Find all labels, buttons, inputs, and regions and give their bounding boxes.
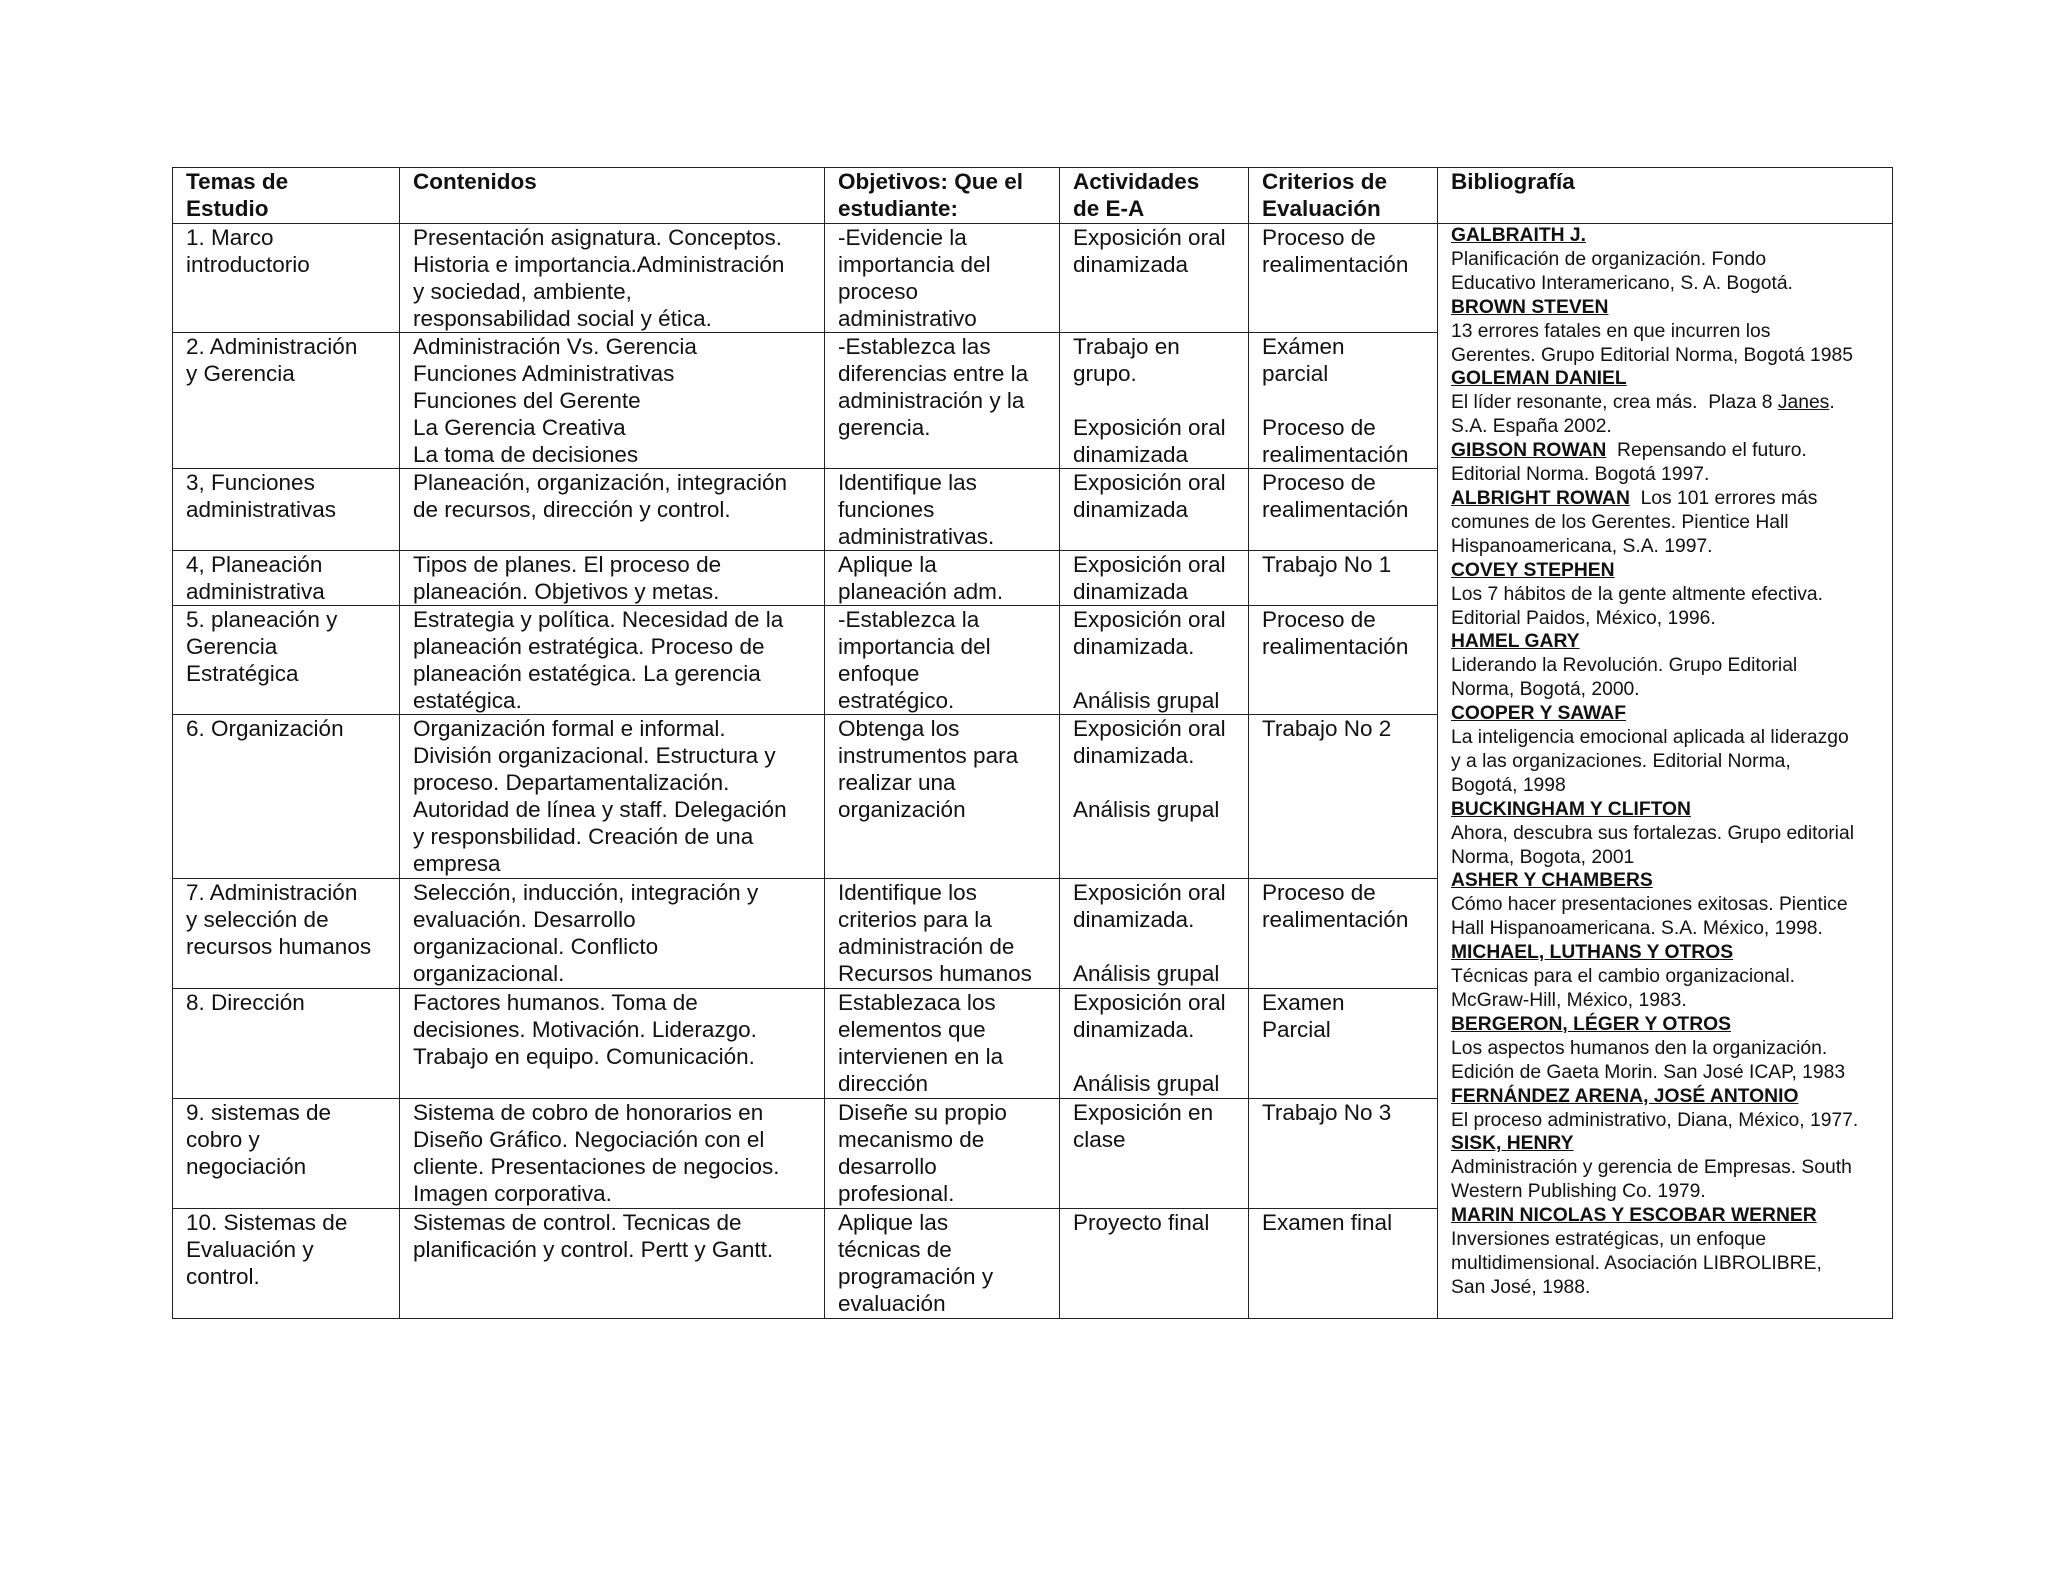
cell-line: dinamizada. [1073,1017,1195,1042]
cell-actividades [1060,879,1249,989]
cell-line: dinamizada [1073,497,1189,522]
bib-text: Norma, Bogota, 2001 [1451,846,1635,868]
bib-text: Hispanoamericana, S.A. 1997. [1451,535,1713,557]
cell-line: Examen final [1262,1210,1393,1235]
cell-line: y Gerencia [186,361,295,386]
cell-criterios [1249,333,1438,469]
cell-line: grupo. [1073,361,1137,386]
cell-line: elementos que [838,1017,986,1042]
cell-objetivos [825,224,1060,333]
cell-line: 9. sistemas de [186,1100,332,1125]
bib-text: Bogotá, 1998 [1451,774,1566,796]
cell-line: Exposición oral [1073,607,1226,632]
cell-objetivos [825,606,1060,715]
cell-line: proceso. Departamentalización. [413,770,730,795]
cell-tema [173,224,400,333]
bib-text: multidimensional. Asociación LIBROLIBRE, [1451,1252,1822,1274]
cell-criterios [1249,989,1438,1099]
cell-line: enfoque [838,661,920,686]
cell-line: Exposición oral [1073,552,1226,577]
cell-line: Trabajo No 1 [1262,552,1392,577]
cell-line [1073,933,1234,960]
cell-line: gerencia. [838,415,931,440]
cell-line: administrativa [186,579,325,604]
cell-line: Aplique la [838,552,937,577]
bib-text: Cómo hacer presentaciones exitosas. Pientice [1451,894,1848,916]
cell-line: mecanismo de [838,1127,985,1152]
bib-text: Inversiones estratégicas, un enfoque [1451,1229,1767,1251]
bib-entry-heading [1451,439,1878,463]
cell-line: planeación. Objetivos y metas. [413,579,720,604]
cell-line: Sistema de cobro de honorarios en [413,1100,764,1125]
cell-line: administración y la [838,388,1025,413]
cell-tema [173,333,400,469]
cell-line: Examen [1262,990,1345,1015]
cell-line: planificación y control. Pertt y Gantt. [413,1237,774,1262]
cell-line: Evaluación [1262,196,1381,221]
cell-line: decisiones. Motivación. Liderazgo. [413,1017,757,1042]
cell-line: Análisis grupal [1073,961,1220,986]
cell-line: realimentación [1262,442,1409,467]
cell-actividades [1060,989,1249,1099]
cell-line: Proyecto final [1073,1210,1210,1235]
bib-text: 13 errores fatales en que incurren los [1451,320,1771,342]
bib-author: BROWN STEVEN [1451,296,1609,318]
cell-line: -Evidencie la [838,225,967,250]
cell-line: Imagen corporativa. [413,1181,612,1206]
cell-line: Recursos humanos [838,961,1032,986]
cell-line: planeación estratégica. Proceso de [413,634,765,659]
cell-contenidos [400,989,825,1099]
cell-line: Parcial [1262,1017,1331,1042]
cell-line: Proceso de [1262,225,1376,250]
cell-line: estudiante: [838,196,959,221]
bib-text: Repensando el futuro. [1606,440,1807,462]
cell-contenidos [400,1209,825,1319]
cell-actividades [1060,715,1249,879]
cell-line: responsabilidad social y ética. [413,306,712,331]
cell-line: profesional. [838,1181,955,1206]
cell-actividades [1060,606,1249,715]
cell-line: Trabajo No 2 [1262,716,1392,741]
cell-line [1262,387,1423,414]
cell-line: Identifique las [838,470,977,495]
cell-line: -Establezca las [838,334,991,359]
cell-line: 2. Administración [186,334,358,359]
cell-line: realimentación [1262,907,1409,932]
cell-line: criterios para la [838,907,992,932]
cell-line: Evaluación y [186,1237,314,1262]
cell-line: programación y [838,1264,994,1289]
cell-criterios [1249,715,1438,879]
cell-tema [173,1209,400,1319]
cell-actividades [1060,1209,1249,1319]
cell-criterios [1249,1209,1438,1319]
cell-criterios [1249,879,1438,989]
cell-line: Diseñe su propio [838,1100,1007,1125]
cell-line: de recursos, dirección y control. [413,497,731,522]
cell-contenidos [400,224,825,333]
cell-line: cobro y [186,1127,260,1152]
bib-text: Editorial Norma. Bogotá 1997. [1451,464,1710,486]
cell-line: Establezaca los [838,990,996,1015]
cell-line: evaluación. Desarrollo [413,907,636,932]
cell-line: 3, Funciones [186,470,315,495]
cell-line: Estudio [186,196,269,221]
bib-author: FERNÁNDEZ ARENA, JOSÉ ANTONIO [1451,1085,1799,1107]
cell-line: diferencias entre la [838,361,1029,386]
cell-line: Diseño Gráfico. Negociación con el [413,1127,765,1152]
cell-contenidos [400,333,825,469]
cell-line: planeación adm. [838,579,1004,604]
header-criterios [1249,168,1438,224]
bib-text: y a las organizaciones. Editorial Norma, [1451,750,1791,772]
cell-criterios [1249,551,1438,606]
cell-criterios [1249,1099,1438,1209]
cell-line: División organizacional. Estructura y [413,743,776,768]
cell-contenidos [400,469,825,551]
cell-line: 7. Administración [186,880,358,905]
cell-line: Funciones del Gerente [413,388,641,413]
cell-line: Proceso de [1262,607,1376,632]
cell-line: Historia e importancia.Administración [413,252,785,277]
cell-line: Estrategia y política. Necesidad de la [413,607,784,632]
cell-line: La Gerencia Creativa [413,415,626,440]
cell-criterios [1249,606,1438,715]
cell-line: empresa [413,851,501,876]
cell-line: clase [1073,1127,1126,1152]
bib-author: COOPER Y SAWAF [1451,703,1626,725]
cell-line [1073,1043,1234,1070]
bib-text: Hall Hispanoamericana. S.A. México, 1998. [1451,918,1823,940]
cell-line: realimentación [1262,634,1409,659]
bib-text: El proceso administrativo, Diana, México, 1977. [1451,1109,1859,1131]
bib-entry-heading [1451,487,1878,511]
bib-text: San José, 1988. [1451,1276,1591,1298]
cell-objetivos [825,551,1060,606]
cell-line: dinamizada. [1073,907,1195,932]
cell-objetivos [825,333,1060,469]
header-actividades [1060,168,1249,224]
bib-text: Los aspectos humanos den la organización. [1451,1037,1828,1059]
cell-line: organizacional. [413,961,565,986]
cell-line: 5. planeación y [186,607,338,632]
cell-line: y sociedad, ambiente, [413,279,632,304]
cell-line: importancia del [838,634,991,659]
cell-line: funciones [838,497,935,522]
cell-line: Criterios de [1262,169,1388,194]
cell-line: realimentación [1262,497,1409,522]
cell-line: Exposición oral [1073,470,1226,495]
cell-line: realizar una [838,770,956,795]
cell-line: recursos humanos [186,934,372,959]
header-row [173,168,1893,224]
bib-author: BERGERON, LÉGER Y OTROS [1451,1013,1731,1035]
bib-author: ALBRIGHT ROWAN [1451,487,1630,509]
cell-line: Temas de [186,169,289,194]
cell-line: Autoridad de línea y staff. Delegación [413,797,787,822]
table-row [173,224,1893,333]
cell-line: Funciones Administrativas [413,361,675,386]
bib-text: Administración y gerencia de Empresas. South [1451,1157,1852,1179]
bib-text: Los 101 errores más [1629,487,1818,509]
cell-contenidos [400,715,825,879]
cell-line: intervienen en la [838,1044,1004,1069]
cell-line: parcial [1262,361,1329,386]
bib-text-part: . [1829,392,1835,414]
bib-text: Editorial Paidos, México, 1996. [1451,607,1716,629]
cell-line [1073,769,1234,796]
bib-text: La inteligencia emocional aplicada al liderazgo [1451,727,1849,749]
cell-line: Objetivos: Que el [838,169,1024,194]
cell-contenidos [400,606,825,715]
cell-line: 8. Dirección [186,990,305,1015]
bib-text-part: El líder resonante, crea más. Plaza 8 [1451,392,1778,414]
cell-line: negociación [186,1154,307,1179]
cell-line: Presentación asignatura. Conceptos. [413,225,782,250]
cell-actividades [1060,333,1249,469]
bib-text: Gerentes. Grupo Editorial Norma, Bogotá 1985 [1451,344,1853,366]
cell-line: Planeación, organización, integración [413,470,787,495]
cell-line: Sistemas de control. Tecnicas de [413,1210,742,1235]
bib-author: COVEY STEPHEN [1451,559,1615,581]
bib-author: MICHAEL, LUTHANS Y OTROS [1451,942,1734,964]
bib-author: MARIN NICOLAS Y ESCOBAR WERNER [1451,1205,1817,1227]
cell-line: control. [186,1264,260,1289]
cell-criterios [1249,469,1438,551]
bib-author: HAMEL GARY [1451,631,1580,653]
cell-line: administrativas. [838,524,995,549]
cell-actividades [1060,1099,1249,1209]
bib-text: Técnicas para el cambio organizacional. [1451,966,1796,988]
cell-objetivos [825,879,1060,989]
bib-text: Edición de Gaeta Morin. San José ICAP, 1983 [1451,1061,1846,1083]
cell-line: 1. Marco [186,225,274,250]
cell-line: Proceso de [1262,880,1376,905]
cell-line: de E-A [1073,196,1145,221]
cell-line: estatégica. [413,688,522,713]
cell-objetivos [825,989,1060,1099]
cell-line: Análisis grupal [1073,688,1220,713]
bib-author: SISK, HENRY [1451,1133,1574,1155]
cell-objetivos [825,1099,1060,1209]
cell-line: dinamizada [1073,442,1189,467]
syllabus-table [172,167,1893,1319]
cell-line: Exposición oral [1073,415,1226,440]
cell-line: -Establezca la [838,607,980,632]
cell-line [1073,387,1234,414]
cell-line: Exámen [1262,334,1345,359]
cell-line: evaluación [838,1291,946,1316]
cell-line: Obtenga los [838,716,960,741]
cell-line: Identifique los [838,880,977,905]
cell-line: dirección [838,1071,929,1096]
cell-line: administrativo [838,306,977,331]
cell-line: 6. Organización [186,716,344,741]
cell-line: Exposición oral [1073,880,1226,905]
cell-line: Trabajo No 3 [1262,1100,1392,1125]
cell-line: Administración Vs. Gerencia [413,334,697,359]
bib-author: ASHER Y CHAMBERS [1451,870,1653,892]
cell-line: Proceso de [1262,470,1376,495]
cell-line: Trabajo en equipo. Comunicación. [413,1044,755,1069]
bib-text: S.A. España 2002. [1451,416,1612,438]
cell-line: Organización formal e informal. [413,716,726,741]
bib-text: Ahora, descubra sus fortalezas. Grupo editorial [1451,822,1854,844]
header-objetivos [825,168,1060,224]
cell-line: Proceso de [1262,415,1376,440]
cell-contenidos [400,1099,825,1209]
cell-line [1073,660,1234,687]
cell-objetivos [825,1209,1060,1319]
cell-line: introductorio [186,252,310,277]
bib-author: BUCKINGHAM Y CLIFTON [1451,798,1691,820]
header-contenidos [400,168,825,224]
cell-line: realimentación [1262,252,1409,277]
bib-text: Educativo Interamericano, S. A. Bogotá. [1451,272,1793,294]
cell-line: Actividades [1073,169,1200,194]
bib-text: comunes de los Gerentes. Pientice Hall [1451,511,1789,533]
cell-line: Contenidos [413,169,537,194]
cell-line: Análisis grupal [1073,1071,1220,1096]
bib-text-underlined: Janes [1777,392,1830,414]
cell-line: y responsbilidad. Creación de una [413,824,754,849]
cell-contenidos [400,551,825,606]
header-temas [173,168,400,224]
cell-line: técnicas de [838,1237,952,1262]
cell-contenidos [400,879,825,989]
cell-tema [173,879,400,989]
cell-line: proceso [838,279,919,304]
cell-objetivos [825,715,1060,879]
cell-line: desarrollo [838,1154,937,1179]
bib-text: Planificación de organización. Fondo [1451,248,1767,270]
bib-text: Liderando la Revolución. Grupo Editorial [1451,655,1798,677]
cell-criterios [1249,224,1438,333]
bibliography-cell [1438,224,1893,1319]
cell-line: administrativas [186,497,337,522]
cell-line: cliente. Presentaciones de negocios. [413,1154,780,1179]
cell-line: Bibliografía [1451,169,1575,194]
cell-line: administración de [838,934,1015,959]
cell-tema [173,469,400,551]
cell-line: estratégico. [838,688,955,713]
cell-line: dinamizada. [1073,634,1195,659]
bib-text: Los 7 hábitos de la gente altmente efectiva. [1451,583,1823,605]
cell-objetivos [825,469,1060,551]
cell-tema [173,715,400,879]
cell-line: planeación estatégica. La gerencia [413,661,761,686]
cell-line: dinamizada [1073,252,1189,277]
cell-actividades [1060,224,1249,333]
cell-line: y selección de [186,907,329,932]
cell-line: Factores humanos. Toma de [413,990,698,1015]
cell-line: dinamizada. [1073,743,1195,768]
cell-tema [173,989,400,1099]
cell-line: dinamizada [1073,579,1189,604]
cell-tema [173,1099,400,1209]
cell-line: Aplique las [838,1210,949,1235]
cell-line: organizacional. Conflicto [413,934,659,959]
bib-author: GIBSON ROWAN [1451,440,1607,462]
cell-line: importancia del [838,252,991,277]
cell-line: Selección, inducción, integración y [413,880,759,905]
bib-author: GOLEMAN DANIEL [1451,368,1627,390]
cell-line: Gerencia [186,634,278,659]
header-bibliografia [1438,168,1893,224]
bib-author: GALBRAITH J. [1451,225,1586,246]
cell-line: Exposición oral [1073,990,1226,1015]
cell-line: instrumentos para [838,743,1019,768]
cell-line: Tipos de planes. El proceso de [413,552,722,577]
cell-line: Análisis grupal [1073,797,1220,822]
cell-line: Estratégica [186,661,299,686]
cell-line: 10. Sistemas de [186,1210,348,1235]
cell-tema [173,606,400,715]
cell-tema [173,551,400,606]
bib-text [1451,391,1878,415]
cell-actividades [1060,469,1249,551]
cell-line: Trabajo en [1073,334,1180,359]
cell-line: La toma de decisiones [413,442,639,467]
cell-line: 4, Planeación [186,552,323,577]
cell-line: organización [838,797,966,822]
cell-line: Exposición oral [1073,716,1226,741]
bib-text: Western Publishing Co. 1979. [1451,1181,1706,1203]
cell-line: Exposición en [1073,1100,1214,1125]
cell-actividades [1060,551,1249,606]
bib-text: Norma, Bogotá, 2000. [1451,679,1640,701]
cell-line: Exposición oral [1073,225,1226,250]
bib-text: McGraw-Hill, México, 1983. [1451,990,1687,1011]
